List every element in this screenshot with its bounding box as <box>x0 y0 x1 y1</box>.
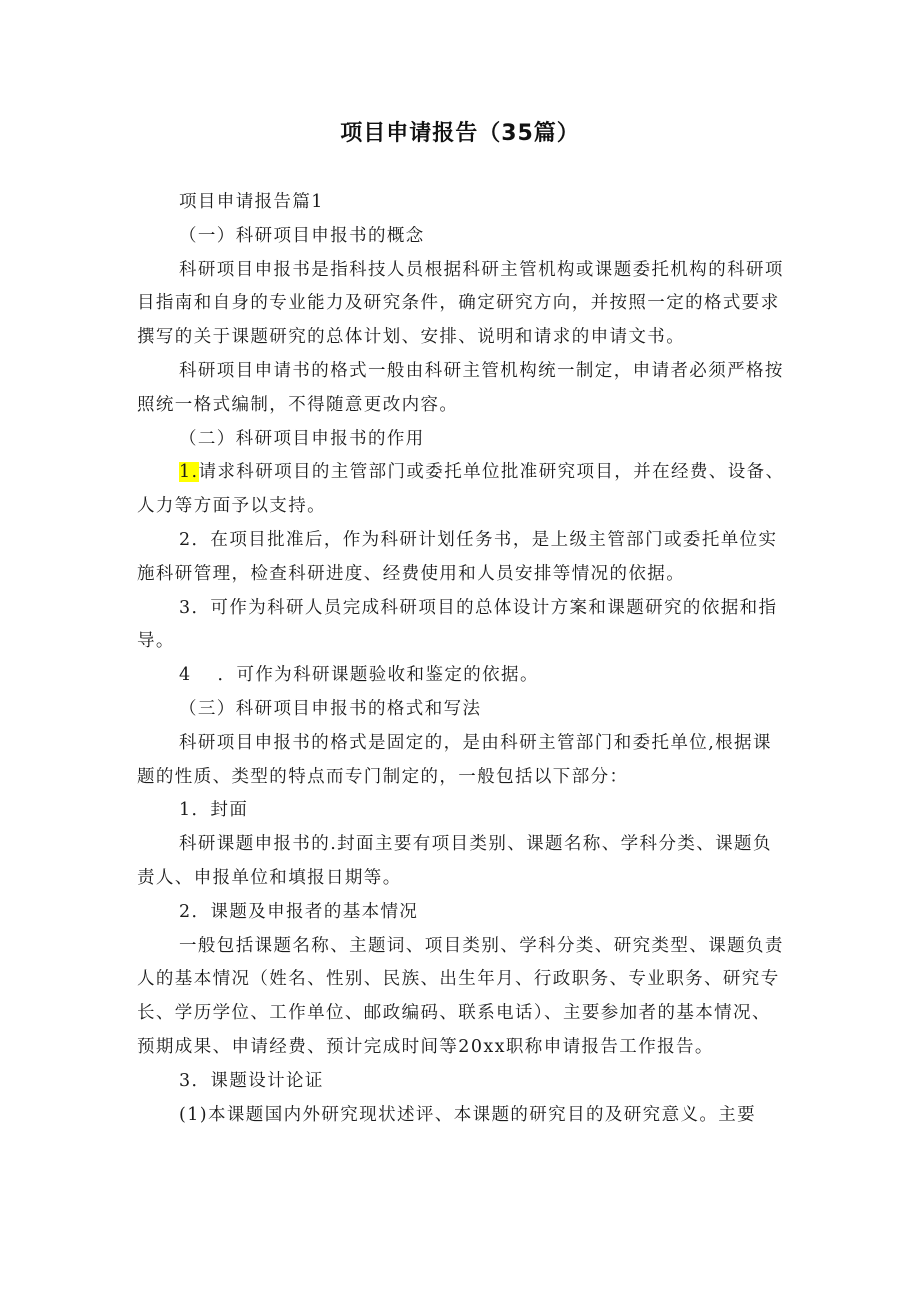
paragraph: 科研课题申报书的.封面主要有项目类别、课题名称、学科分类、课题负责人、申报单位和填报日期等。 <box>137 834 772 888</box>
subsection-heading: （二）科研项目申报书的作用 <box>179 428 425 449</box>
list-heading: 2．课题及申报者的基本情况 <box>179 901 419 922</box>
paragraph: 科研项目申报书是指科技人员根据科研主管机构或课题委托机构的科研项目指南和自身的专业能力及研究条件，确定研究方向，并按照一定的格式要求撰写的关于课题研究的总体计划、安排、说明和请求的申请文书。 <box>137 259 784 348</box>
paragraph: 一般包括课题名称、主题词、项目类别、学科分类、研究类型、课题负责人的基本情况（姓名、性别、民族、出生年月、行政职务、专业职务、研究专长、学历学位、工作单位、邮政编码、联系电话）、主要参加者的基本情况、预期成果、申请经费、预计完成时间等20xx职称申请报告工作报告。 <box>137 935 784 1057</box>
list-item-number: 4 <box>179 665 192 686</box>
highlighted-list-number: 1. <box>179 462 199 483</box>
list-item <box>137 659 787 693</box>
list-heading: 1．封面 <box>179 800 249 821</box>
section-heading: 项目申请报告篇1 <box>179 192 324 212</box>
list-heading: 3．课题设计论证 <box>179 1070 324 1091</box>
list-item <box>137 456 787 524</box>
list-item-text: ．可作为科研课题验收和鉴定的依据。 <box>217 665 539 686</box>
list-item-text: 请求科研项目的主管部门或委托单位批准研究项目，并在经费、设备、人力等方面予以支持。 <box>137 462 785 517</box>
subsection-heading: （一）科研项目申报书的概念 <box>179 225 425 246</box>
list-item: 2．在项目批准后，作为科研计划任务书，是上级主管部门或委托单位实施科研管理，检查科研进度、经费使用和人员安排等情况的依据。 <box>137 529 778 584</box>
document-body <box>137 186 787 1132</box>
document-title: 项目申请报告（35篇） <box>340 121 580 146</box>
paragraph: 科研项目申报书的格式是固定的，是由科研主管部门和委托单位,根据课题的性质、类型的特点而专门制定的，一般包括以下部分： <box>137 732 772 787</box>
list-item: 3．可作为科研人员完成科研项目的总体设计方案和课题研究的依据和指导。 <box>137 597 778 652</box>
subsection-heading: （三）科研项目申报书的格式和写法 <box>179 698 482 719</box>
paragraph: 科研项目申请书的格式一般由科研主管机构统一制定，申请者必须严格按照统一格式编制，不得随意更改内容。 <box>137 360 784 415</box>
paragraph: (1)本课题国内外研究现状述评、本课题的研究目的及研究意义。主要 <box>179 1104 757 1125</box>
